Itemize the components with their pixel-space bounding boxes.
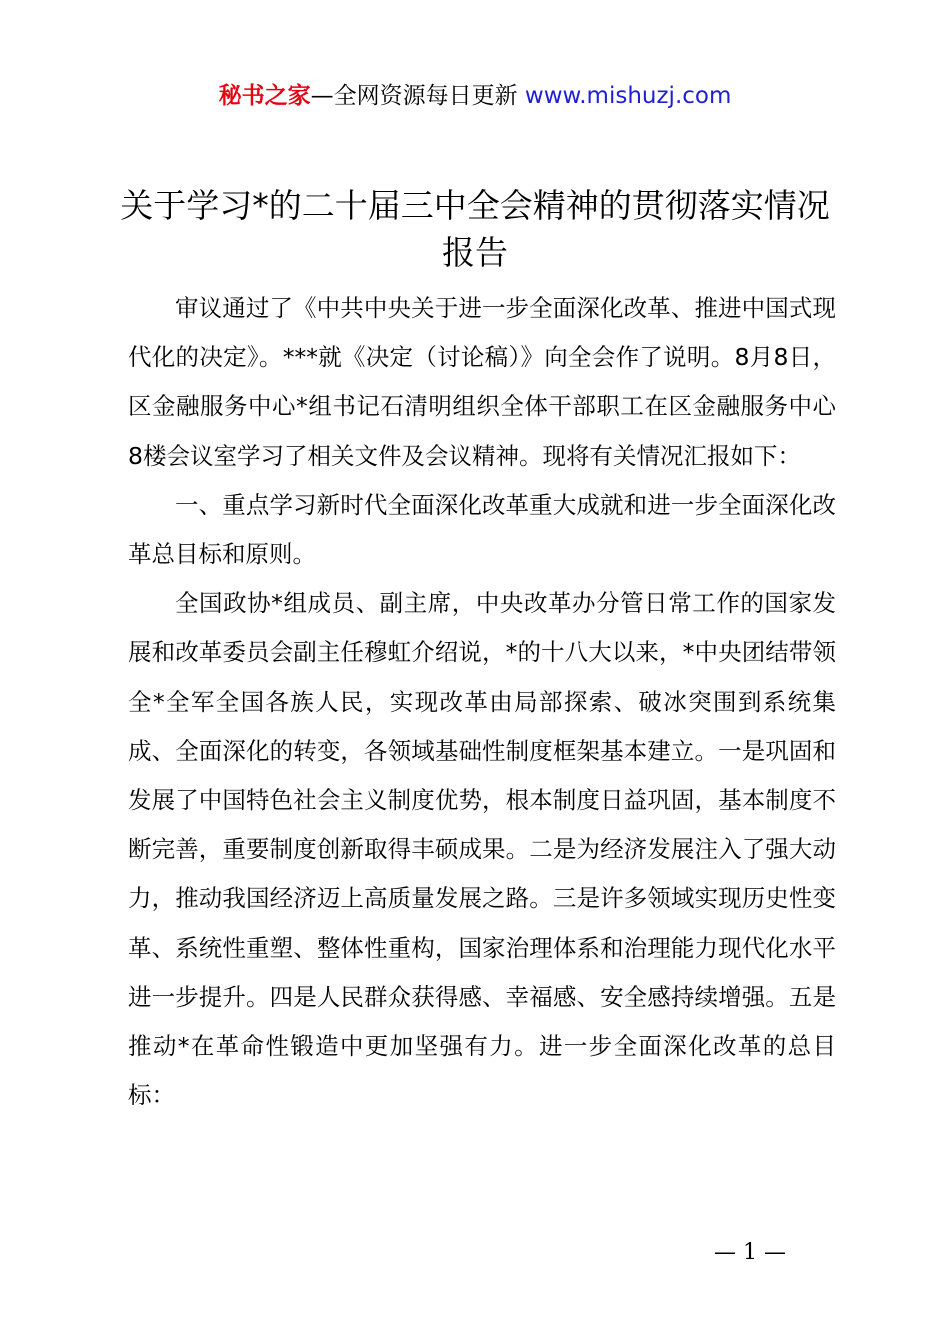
page-number: — 1 — (714, 1240, 786, 1265)
header-tagline: —全网资源每日更新 (310, 83, 525, 109)
site-url-link[interactable]: www.mishuzj.com (524, 83, 732, 109)
site-header (0, 78, 950, 114)
paragraph: 审议通过了《中共中央关于进一步全面深化改革、推进中国式现代化的决定》。***就《决定（讨论稿）》向全会作了说明。8月8日，区金融服务中心*组书记石清明组织全体干部职工在区金融服务中心8楼会议室学习了相关文件及会议精神。现将有关情况汇报如下： (128, 294, 836, 470)
paragraph: 一、重点学习新时代全面深化改革重大成就和进一步全面深化改革总目标和原则。 (128, 490, 836, 569)
paragraph: 全国政协*组成员、副主席，中央改革办分管日常工作的国家发展和改革委员会副主任穆虹介绍说，*的十八大以来，*中央团结带领全*全军全国各族人民，实现改革由局部探索、破冰突围到系统集成、全面深化的转变，各领域基础性制度框架基本建立。一是巩固和发展了中国特色社会主义制度优势，根本制度日益巩固，基本制度不断完善，重要制度创新取得丰硕成果。二是为经济发展注入了强大动力，推动我国经济迈上高质量发展之路。三是许多领域实现历史性变革、系统性重塑、整体性重构，国家治理体系和治理能力现代化水平进一步提升。四是人民群众获得感、幸福感、安全感持续增强。五是推动*在革命性锻造中更加坚强有力。进一步全面深化改革的总目标： (128, 589, 836, 1110)
document-title: 关于学习*的二十届三中全会精神的贯彻落实情况报告 (120, 186, 830, 272)
document-body (128, 284, 836, 1120)
brand-name: 秘书之家 (218, 83, 311, 109)
